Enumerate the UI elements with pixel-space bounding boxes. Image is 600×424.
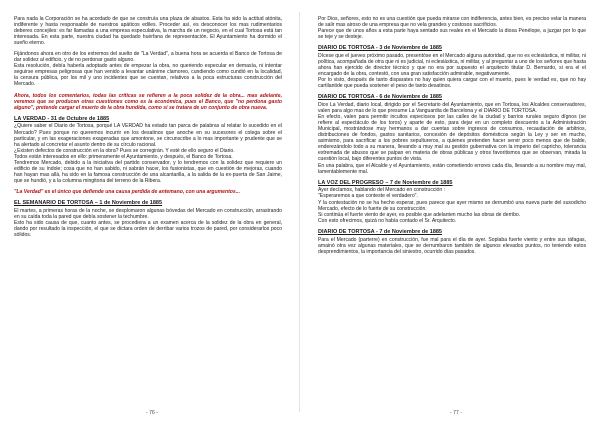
paragraph: Dícese que el jueves próximo pasado, presentóse en el Mercado alguna autoridad, que no es eclesiástica, ni militar, ni política, acompañada de otra que ni es judicial, ni eclesiástica, ni militar, y al preguntar a uno de los señores que hasta ahora han ejercido de director técnico y que no era por supuesto el arquitecto titular D. Bernardo, si era el el encargado de la obra, contestó, con una gran satisfacción admirable, negativamente.: [318, 52, 586, 78]
paragraph: Tendremos Mercado, debido a la iniciativa del partido conservador, y lo tendremos con la solidez que requiere un edificio de su índole; cosa que no han sabido, ni sabrán hacer, los fusionistas, que en cuestión de mejoras, cuando han hayan mas allá, ha sido en la famosa construcción de una alcantarilla, a la salida de la ex-puerta de San Jaime, que se hundió, y a la columna mingitoria del terreno de la Ribera.: [14, 159, 282, 184]
section-heading: LA VERDAD - 31 de Octubre de 1885: [14, 115, 110, 122]
paragraph: Por lo visto, después de tanto disparates no hay quien quiera cargar con el muerto, pues le verdad es, que no hay cartilantide que pueda sostener el peso de tanto desatinos.: [318, 77, 586, 90]
page-number-right: - 77 -: [450, 410, 462, 416]
section-heading: EL SEMANARIO DE TORTOSA – 1 de Noviembre de 1885: [14, 199, 163, 206]
paragraph: Por Dios, señores, esto no es una cuestión que pueda mirarse con indiferencia, antes bien, es preciso velar la manera de salir mas airoso de una empresa que no vela grandes y costosos sacrificios.: [318, 16, 586, 29]
page-number-left: - 76 -: [146, 410, 158, 416]
page-gutter: [299, 12, 300, 412]
section-heading: LA VOZ DEL PROGRESO – 7 de Noviembre de 1885: [318, 179, 453, 186]
paragraph: Dice La Verdad, diario local, dirigido por el Secretario del Ayuntamiento, que en Tortosa, los Alcaldes conservadores, valen para algo mas de lo que presume La Vanguardia de Barcelona y el DIARIO DE TORTOSA.: [318, 102, 586, 115]
section-heading: DIARIO DE TORTOSA - 7 de Noviembre de 1885: [318, 228, 442, 235]
section-heading: DIARIO DE TORTOSA - 6 de Noviembre de 1885: [318, 94, 442, 101]
paragraph: Con esto ofrecimos, quizá no había contado el Sr. Arquitecto.: [318, 217, 457, 224]
paragraph: Esto ha sido causa de que, cuanto antes, se procediera a un examen acerca de la solidez de la obra en general, dando por resultado la inspección, el que se dictara orden de derribar varios trozos de pared, por considerarlos poco sólidos.: [14, 219, 282, 238]
intro-paragraph: Para nada la Corporación se ha acordado de que se construía una plaza de abastos. Esta ha sido la actitud atónita, indiferente y hasta responsable de nuestros apáticos ediles. Proceder así, es desconocer los mas rudimentarios deberes concejiles: es far llamadas a una empresa especulativa, la marcha de un negocio, en el cual Tortosa está tan interesada. En esta parte, nuestra ciudad ha quedado huérfana de representación. El Ayuntamiento ha dormido el sueño eterno.: [14, 16, 282, 47]
paragraph: Parece que de unos años a esta parte haya sentado sus reales en el Mercado la diosa Penélope, a juzgar por lo que se teje y se desteje.: [318, 28, 586, 41]
section-heading: DIARIO DE TORTOSA - 3 de Noviembre de 1885: [318, 45, 442, 52]
paragraph: Si continúa el fuerte viento de ayer, es posible que adelanten mucho las obras de derribo.: [318, 211, 521, 218]
left-page: [14, 16, 282, 404]
paragraph: Todos están interesados en ello: primeramente el Ayuntamiento, y después, el Banco de Tortosa.: [14, 153, 233, 160]
editorial-quote: Ahora, todos los comentarios, todas las críticas se refieren a la poca solidez de la obra... mas adelante, veremos que se producen otras cuestiones como es la económica, pues el Banco, que "no perdona gasto alguno", pretende cargar el muerto de la obra hundida, como si se tratara de un conjunto de obra nueva.: [14, 92, 282, 111]
paragraph: Para el Mercado (parterre) en construcción, fue mal para el día de ayer. Soplaba fuerte viento y entre sus ráfagas, amainó otra vez algunas materiales, que se derrumbaron también de algunos elevados puntos, no teniendo estos desprendimientos, la importancia del siniestro, ocurrido días pasados.: [318, 236, 586, 255]
paragraph: ¿Quiere saber el Diario de Tortosa, porqué LA VERDAD ha estado tan parca de palabras al relatar lo sucedido en el Mercado? Pues porque no queremos incurrir en los desatinos que anoche en su sucesores el colega sobre el particular, y en las exageraciones exageradas que amontone, se circunscribe a lo mas importante y prudente que se ha alertado al concretar el asunto dentro de su círculo racional.: [14, 123, 282, 148]
right-page: [318, 16, 586, 404]
paragraph: Esta resolución, debía haberla adoptado antes de empezar la obra, no queriendo especular en demasía, ni intentar seguirse empresas peligrosas que han venido a levantar unánime clamoreo, cundiendo como cundió en la localidad, la censura pública, por los mil y uno incidentes que se cuentan, relativos a la poca estructuras construcción del Mercado.: [14, 63, 282, 88]
paragraph: Fijándonos ahora en otro de los extremos del suelto de "La Verdad", a buena hora se acuerda el Banco de Tortosa de dar solidez al edificio, y de no perdonar gasto alguno.: [14, 51, 282, 64]
paragraph: Ayer decíamos, hablando del Mercado en construcción :: [318, 187, 446, 194]
paragraph: El martes, a primeras horas de la noche, se desplomaron algunas bóvedas del Mercado en construcción, arrastrando en su caída toda la pared que debía sostener la techumbre.: [14, 207, 282, 220]
paragraph: ¿Existen defectos de construcción en la obra? Pues se corregirán. Y esté de ello seguro el Diario.: [14, 147, 235, 154]
paragraph: En una palabra, que el Alcalde y el Ayuntamiento, están cometiendo errores cada día, llevando a su nombre muy mal, lamentablemente mal.: [318, 162, 586, 175]
paragraph: Y la contestación no se ha hecho esperar, pues parece que ayer mismo se derrumbó una nueva parte del susodicho Mercado, efecto de lo fuerte de su construcción.: [318, 199, 586, 212]
paragraph: "Esperaremos a que conteste el verdadero".: [318, 193, 418, 200]
paragraph: En efecto, valen para permitir incultos especiosos por las calles de la ciudad y barrios rurales seguro dígnos (se refiere al espectáculo de los toros) y aparte de esto, para dejar en un completo descuento a la Administración Municipal, mostrándose muy hermanos a dar cuentas sobre ingresos de consumos, recaudación de arbitrios, distribuciones de fondos, gastos sanitarios, concesión de depósitos domésticos según la Ley y ser en mucho, asimismo, para sacrificar a los pobres sepultureros, a quienes pretenden hacer servir poco menos que de balde, enderezándolo todo a su manera, llevando a muy mal su gestión gubernativa con la imperio del capricho, tolerancia extremada de abusos que se palpan en materia de obras públicas y otros favoritismos que se observan, mirada la cuestión local, bajo diferentes puntos de vista.: [318, 114, 586, 163]
editorial-quote: "La Verdad" es el único que defiende una causa perdida de antemano, con una argumentos...: [14, 188, 240, 195]
